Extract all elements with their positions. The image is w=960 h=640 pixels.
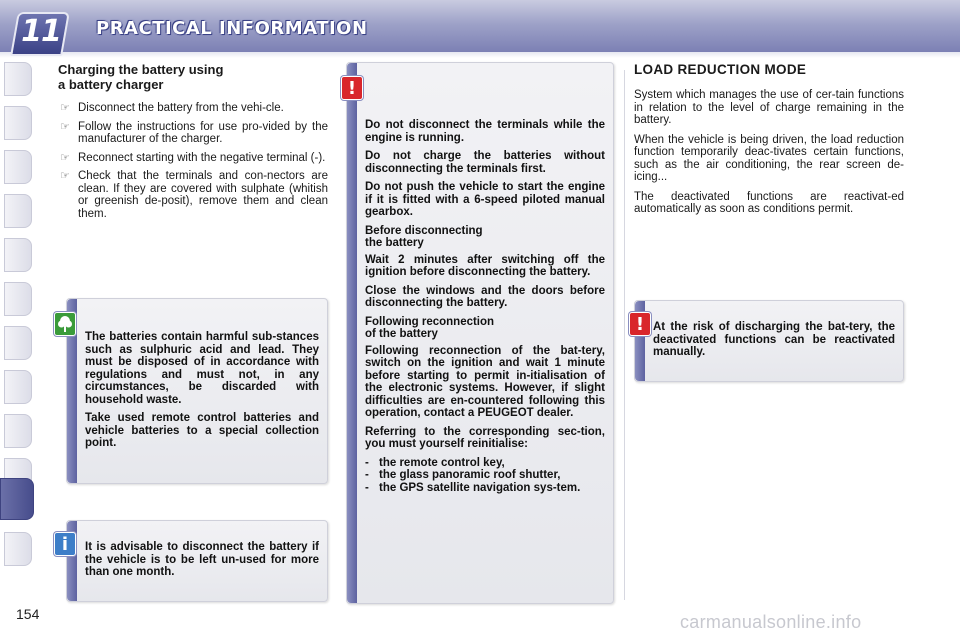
chapter-tab-9[interactable] xyxy=(4,414,32,448)
list-item: - the GPS satellite navigation sys-tem. xyxy=(365,482,605,495)
header-strip xyxy=(0,52,960,58)
pointing-hand-icon: ☞ xyxy=(60,102,70,114)
watermark: carmanualsonline.info xyxy=(680,612,862,632)
chapter-tab-8[interactable] xyxy=(4,370,32,404)
warning-text: Do not push the vehicle to start the engine if it is fitted with a 6-speed piloted manual gearbox. xyxy=(365,181,605,218)
chapter-index-tabs xyxy=(0,62,34,582)
warning-text: Wait 2 minutes after switching off the ignition before disconnecting the battery. xyxy=(365,253,605,278)
box-accent-bar xyxy=(347,63,357,603)
bullet-item xyxy=(58,121,328,146)
bullet-item xyxy=(58,170,328,220)
chapter-tab-4[interactable] xyxy=(4,194,32,228)
info-note-box xyxy=(66,520,328,602)
chapter-tab-11-active[interactable] xyxy=(0,478,34,520)
subheading-line1: Before disconnecting xyxy=(365,224,483,237)
battery-warning-content xyxy=(365,119,605,494)
charging-heading xyxy=(58,62,328,92)
load-reduction-heading: LOAD REDUCTION MODE xyxy=(634,62,807,77)
following-reconnection-heading xyxy=(365,316,605,341)
environment-note-text: Take used remote control batteries and vehicle batteries to a special collection point. xyxy=(85,412,319,449)
warning-text: Do not charge the batteries without disconnecting the terminals first. xyxy=(365,150,605,175)
list-item: - the remote control key, xyxy=(365,457,605,470)
pointing-hand-icon: ☞ xyxy=(60,170,70,182)
tree-icon-glyph xyxy=(57,315,73,333)
tree-icon xyxy=(54,312,76,336)
chapter-tab-5[interactable] xyxy=(4,238,32,272)
pointing-hand-icon: ☞ xyxy=(60,120,70,133)
before-disconnecting-heading xyxy=(365,225,605,250)
warning-text: At the risk of discharging the bat-tery, the deactivated functions can be reactivated manually. xyxy=(653,321,895,358)
environment-note-text: The batteries contain harmful sub-stances such as sulphuric acid and lead. They must be disposed of in accordance with regulations and must not, in any circumstances, be discarded with household waste. xyxy=(85,331,319,406)
paragraph: When the vehicle is being driven, the load reduction function temporarily deac-tivates certain functions, such as the air conditioning, the rear screen de-icing... xyxy=(634,133,904,183)
warning-text: Do not disconnect the terminals while the engine is running. xyxy=(365,119,605,144)
chapter-tab-3[interactable] xyxy=(4,150,32,184)
load-reduction-section xyxy=(634,62,904,223)
paragraph: The deactivated functions are reactivat-ed automatically as soon as conditions permit. xyxy=(634,190,904,215)
reactivation-warning-content xyxy=(653,321,895,365)
bullet-item xyxy=(58,102,328,115)
charging-section xyxy=(58,62,328,226)
pointing-hand-icon: ☞ xyxy=(60,151,70,164)
environment-note-content xyxy=(85,331,319,456)
info-note-text: It is advisable to disconnect the battery if the vehicle is to be left un-used for more than one month. xyxy=(85,541,319,578)
page-title: PRACTICAL INFORMATION xyxy=(96,18,368,39)
subheading-line1: Following reconnection xyxy=(365,315,495,328)
warning-text: Referring to the corresponding sec-tion, you must yourself reinitialise: xyxy=(365,425,605,450)
reactivation-warning-box xyxy=(634,300,904,382)
column-divider xyxy=(624,70,625,600)
chapter-tab-6[interactable] xyxy=(4,282,32,316)
warning-text: Following reconnection of the bat-tery, switch on the ignition and wait 1 minute before starting to permit in-itialisation of the electronic systems. However, if slight difficulties are en-countered following this operation, contact a PEUGEOT dealer. xyxy=(365,344,605,419)
info-note-content xyxy=(85,541,319,585)
exclamation-icon: ! xyxy=(629,312,651,336)
chapter-tab-12[interactable] xyxy=(4,532,32,566)
page-number: 154 xyxy=(16,606,40,622)
bullet-text: Follow the instructions for use pro-vided by the manufacturer of the charger. xyxy=(78,120,328,145)
bullet-item xyxy=(58,152,328,165)
environment-note-box xyxy=(66,298,328,484)
list-item: - the glass panoramic roof shutter, xyxy=(365,469,605,482)
exclamation-icon: ! xyxy=(341,76,363,100)
chapter-number: 11 xyxy=(21,14,61,49)
chapter-tab-7[interactable] xyxy=(4,326,32,360)
subheading-line2: the battery xyxy=(365,237,424,249)
subheading-line2: of the battery xyxy=(365,328,438,340)
chapter-tab-2[interactable] xyxy=(4,106,32,140)
bullet-text: Disconnect the battery from the vehi-cle. xyxy=(78,102,284,114)
warning-text: Close the windows and the doors before disconnecting the battery. xyxy=(365,284,605,309)
battery-warning-box xyxy=(346,62,614,604)
info-icon: i xyxy=(54,532,76,556)
bullet-text: Reconnect starting with the negative terminal (-). xyxy=(78,151,326,164)
chapter-tab-1[interactable] xyxy=(4,62,32,96)
charging-heading-line2: a battery charger xyxy=(58,77,164,92)
reinitialise-list xyxy=(365,457,605,495)
charging-heading-line1: Charging the battery using xyxy=(58,62,224,77)
bullet-text: Check that the terminals and con-nectors are clean. If they are covered with sulphate (whitish or greenish de-posit), remove them and clean them. xyxy=(78,170,328,220)
paragraph: System which manages the use of cer-tain functions in relation to the level of charge remaining in the battery. xyxy=(634,89,904,126)
